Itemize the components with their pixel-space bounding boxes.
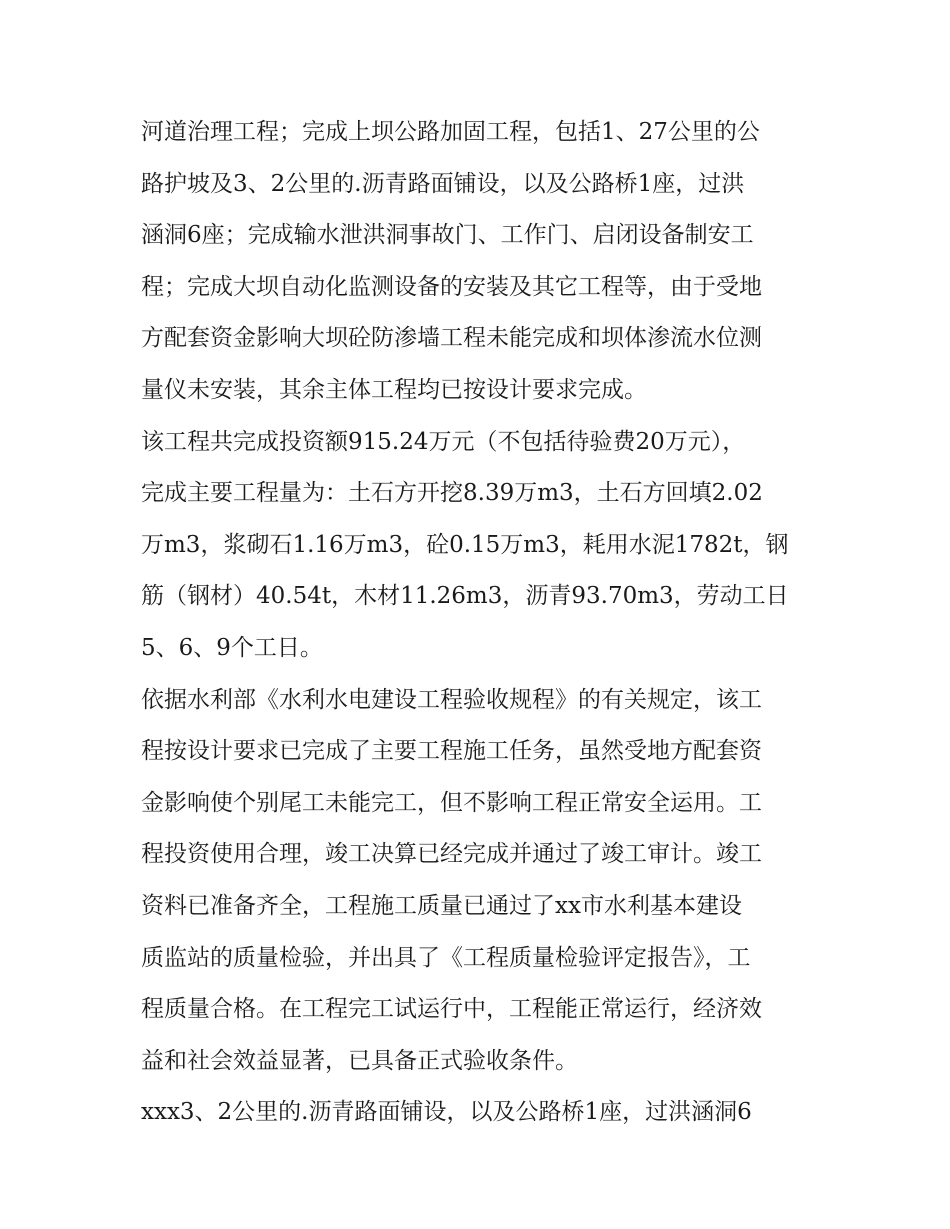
text-line: 程按设计要求已完成了主要工程施工任务，虽然受地方配套资 <box>141 738 762 765</box>
text-line: 资料已准备齐全，工程施工质量已通过了xx市水利基本建设 <box>141 892 742 919</box>
text-line: 程质量合格。在工程完工试运行中，工程能正常运行，经济效 <box>141 996 762 1023</box>
text-line: 完成主要工程量为：土石方开挖8.39万m3，土石方回填2.02 <box>141 480 763 507</box>
document-body <box>141 107 821 1139</box>
paragraph-investment-quantities <box>141 417 821 675</box>
paragraph-trailing-fragment <box>141 1087 821 1139</box>
text-line: 程投资使用合理，竣工决算已经完成并通过了竣工审计。竣工 <box>141 841 762 868</box>
text-line: 河道治理工程；完成上坝公路加固工程，包括1、27公里的公 <box>141 119 760 145</box>
text-line: 5、6、9个工日。 <box>141 634 323 661</box>
text-line: 依据水利部《水利水电建设工程验收规程》的有关规定，该工 <box>141 686 762 713</box>
text-line: 量仪未安装，其余主体工程均已按设计要求完成。 <box>141 376 647 403</box>
text-line: 程；完成大坝自动化监测设备的安装及其它工程等，由于受地 <box>141 273 762 300</box>
text-line: 该工程共完成投资额915.24万元（不包括待验费20万元）， <box>141 428 746 455</box>
text-line: 涵洞6座；完成输水泄洪洞事故门、工作门、启闭设备制安工 <box>141 222 754 249</box>
text-line: 万m3，浆砌石1.16万m3，砼0.15万m3，耗用水泥1782t，钢 <box>141 531 789 558</box>
text-line: 筋（钢材）40.54t，木材11.26m3，沥青93.70m3，劳动工日 <box>141 583 789 610</box>
text-line: 方配套资金影响大坝砼防渗墙工程未能完成和坝体渗流水位测 <box>141 325 762 352</box>
text-line: 路护坡及3、2公里的.沥青路面铺设，以及公路桥1座，过洪 <box>141 170 745 197</box>
text-line: 质监站的质量检验，并出具了《工程质量检验评定报告》，工 <box>141 944 751 971</box>
text-line: 金影响使个别尾工未能完工，但不影响工程正常安全运用。工 <box>141 789 762 816</box>
text-line: xxx3、2公里的.沥青路面铺设，以及公路桥1座，过洪涵洞6 <box>141 1099 752 1126</box>
paragraph-project-scope <box>141 107 821 417</box>
text-line: 益和社会效益显著，已具备正式验收条件。 <box>141 1047 578 1074</box>
paragraph-acceptance-basis <box>141 675 821 1088</box>
